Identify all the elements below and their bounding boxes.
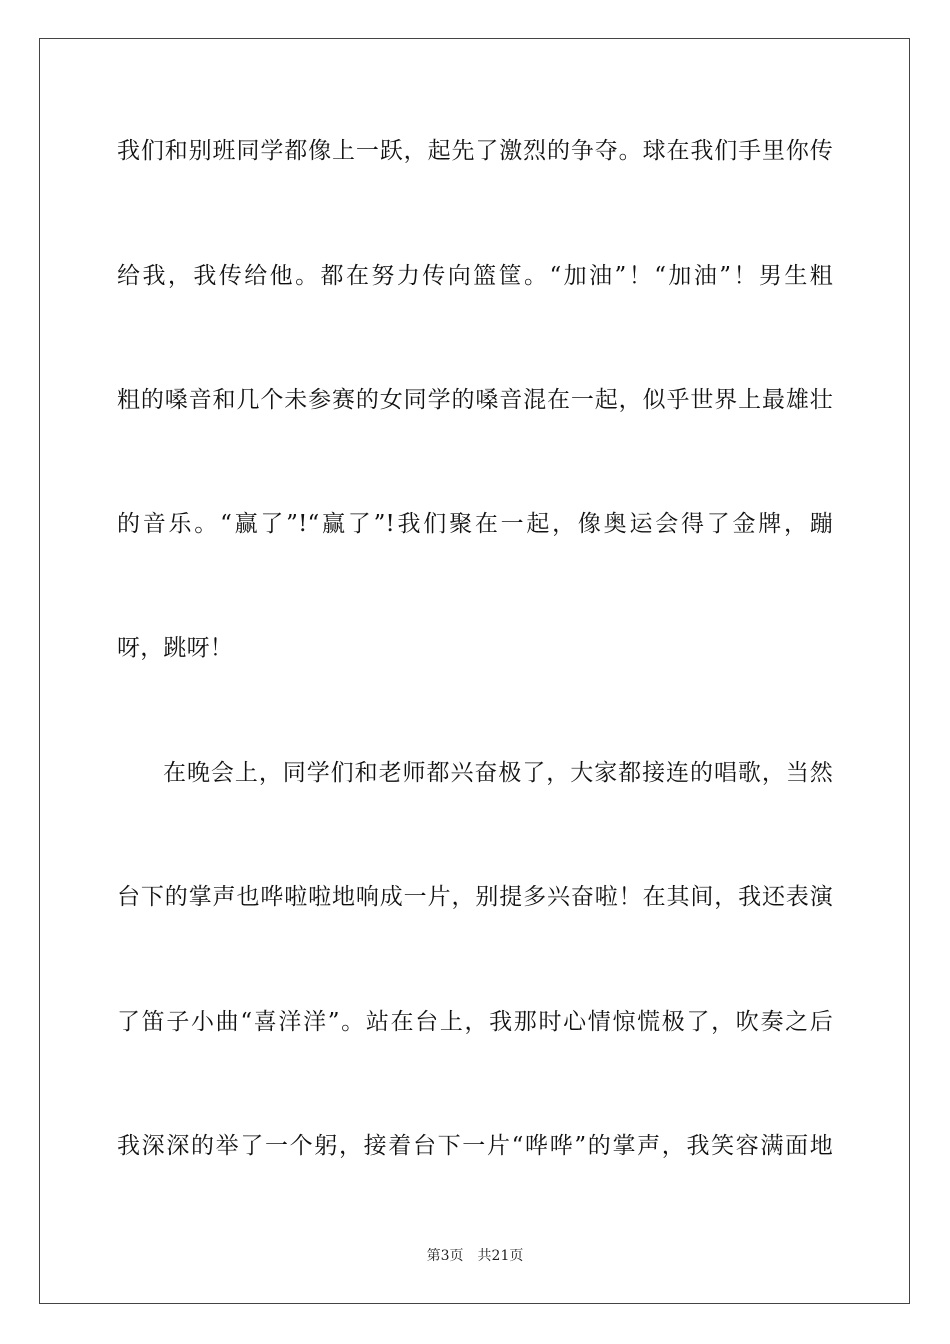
- page-total: 共21页: [477, 1248, 524, 1264]
- text-line: 我深深的举了一个躬，接着台下一片“哗哗”的掌声，我笑容满面地: [117, 1133, 833, 1159]
- text-line: 的音乐。“赢了”!“赢了”!我们聚在一起，像奥运会得了金牌，蹦: [117, 511, 833, 537]
- page-number: 第3页: [426, 1248, 464, 1264]
- text-line: 呀，跳呀！: [117, 635, 233, 661]
- text-line: 粗的嗓音和几个未参赛的女同学的嗓音混在一起，似乎世界上最雄壮: [117, 387, 833, 413]
- text-line: 我们和别班同学都像上一跃，起先了激烈的争夺。球在我们手里你传: [117, 138, 833, 164]
- text-line: 了笛子小曲“喜洋洋”。站在台上，我那时心情惊慌极了，吹奏之后: [117, 1009, 833, 1035]
- text-line: 台下的掌声也哗啦啦地响成一片，别提多兴奋啦！在其间，我还表演: [117, 884, 833, 910]
- page-footer: [0, 1247, 950, 1265]
- text-line: 给我，我传给他。都在努力传向篮筐。“加油”！“加油”！男生粗: [117, 263, 833, 289]
- paragraph-first-line: 在晚会上，同学们和老师都兴奋极了，大家都接连的唱歌，当然: [163, 760, 833, 786]
- page-border: [39, 38, 910, 1304]
